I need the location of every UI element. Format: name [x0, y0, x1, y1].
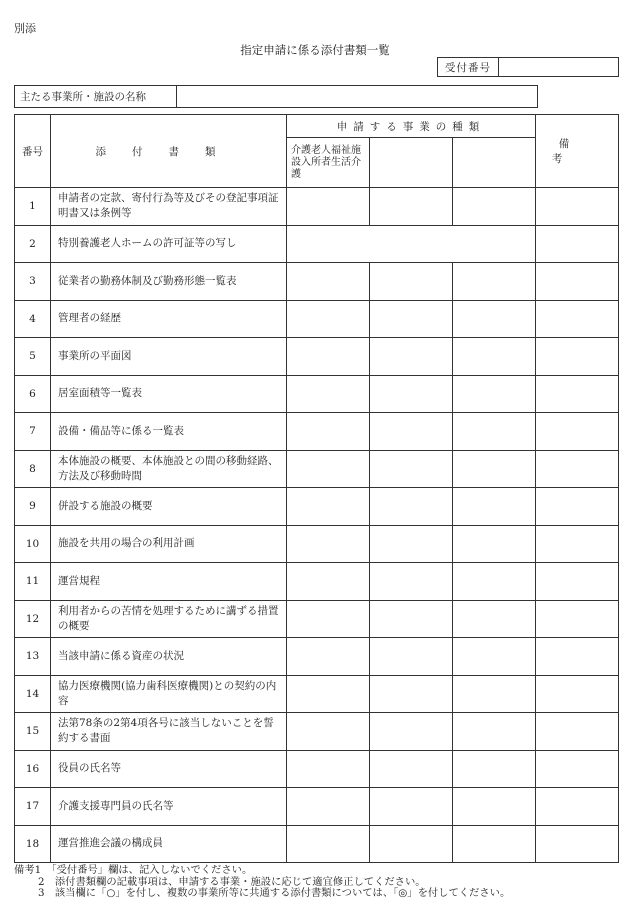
check-cell[interactable] — [370, 825, 453, 863]
row-document-name: 併設する施設の概要 — [51, 488, 287, 526]
annex-label: 別添 — [14, 22, 36, 35]
row-document-name: 特別養護老人ホームの許可証等の写し — [51, 225, 287, 263]
check-cell[interactable] — [370, 188, 453, 226]
table-row — [15, 825, 619, 863]
table-row — [15, 338, 619, 376]
facility-name-field[interactable] — [177, 86, 537, 107]
row-document-name: 申請者の定款、寄付行為等及びその登記事項証明書又は条例等 — [51, 188, 287, 226]
row-number: 12 — [15, 600, 51, 638]
check-cell[interactable] — [453, 750, 536, 788]
row-number: 13 — [15, 638, 51, 676]
row-document-name: 居室面積等一覧表 — [51, 375, 287, 413]
table-row — [15, 638, 619, 676]
row-document-name: 事業所の平面図 — [51, 338, 287, 376]
remarks-cell[interactable] — [536, 713, 619, 751]
check-cell[interactable] — [287, 713, 370, 751]
note-1: 備考1 「受付番号」欄は、記入しないでください。 — [14, 864, 253, 876]
attachments-table — [14, 114, 619, 863]
header-service-type-2 — [370, 138, 453, 188]
check-cell[interactable] — [453, 675, 536, 713]
check-cell[interactable] — [370, 525, 453, 563]
row-number: 8 — [15, 450, 51, 488]
check-cell[interactable] — [370, 488, 453, 526]
remarks-cell[interactable] — [536, 225, 619, 263]
check-cell[interactable] — [287, 788, 370, 826]
remarks-cell[interactable] — [536, 338, 619, 376]
check-cell[interactable] — [453, 488, 536, 526]
row-number: 1 — [15, 188, 51, 226]
row-document-name: 当該申請に係る資産の状況 — [51, 638, 287, 676]
check-cell[interactable] — [287, 825, 370, 863]
row-number: 10 — [15, 525, 51, 563]
remarks-cell[interactable] — [536, 675, 619, 713]
row-number: 16 — [15, 750, 51, 788]
facility-name-label: 主たる事業所・施設の名称 — [15, 86, 177, 107]
table-row — [15, 188, 619, 226]
check-cell[interactable] — [453, 713, 536, 751]
check-cell[interactable] — [287, 375, 370, 413]
row-document-name: 協力医療機関(協力歯科医療機関)との契約の内容 — [51, 675, 287, 713]
check-cell[interactable] — [287, 300, 370, 338]
check-cell[interactable] — [453, 263, 536, 301]
check-cell[interactable] — [453, 375, 536, 413]
table-row — [15, 788, 619, 826]
check-cell[interactable] — [370, 375, 453, 413]
check-cell[interactable] — [370, 600, 453, 638]
remarks-cell[interactable] — [536, 600, 619, 638]
row-document-name: 従業者の勤務体制及び勤務形態一覧表 — [51, 263, 287, 301]
table-row — [15, 600, 619, 638]
row-number: 11 — [15, 563, 51, 601]
row-document-name: 本体施設の概要、本体施設との間の移動経路、方法及び移動時間 — [51, 450, 287, 488]
check-cell[interactable] — [453, 788, 536, 826]
check-cell[interactable] — [370, 750, 453, 788]
check-cell[interactable] — [453, 638, 536, 676]
check-cell[interactable] — [370, 675, 453, 713]
check-cell[interactable] — [287, 263, 370, 301]
check-cell[interactable] — [287, 675, 370, 713]
remarks-cell[interactable] — [536, 563, 619, 601]
row-number: 18 — [15, 825, 51, 863]
check-cell[interactable] — [370, 788, 453, 826]
check-cell[interactable] — [370, 413, 453, 451]
table-row — [15, 375, 619, 413]
row-number: 7 — [15, 413, 51, 451]
remarks-cell[interactable] — [536, 525, 619, 563]
row-number: 17 — [15, 788, 51, 826]
remarks-cell[interactable] — [536, 488, 619, 526]
row-number: 2 — [15, 225, 51, 263]
remarks-cell[interactable] — [536, 263, 619, 301]
check-cell[interactable] — [453, 450, 536, 488]
remarks-cell[interactable] — [536, 788, 619, 826]
check-cell[interactable] — [370, 300, 453, 338]
check-cell[interactable] — [370, 638, 453, 676]
facility-name-box — [14, 85, 538, 108]
check-cell[interactable] — [287, 413, 370, 451]
check-cell[interactable] — [453, 300, 536, 338]
row-document-name: 運営推進会議の構成員 — [51, 825, 287, 863]
note-2: 2 添付書類欄の記載事項は、申請する事業・施設に応じて適宜修正してください。 — [38, 875, 426, 888]
header-remarks: 備考 — [536, 115, 619, 188]
check-cell[interactable] — [453, 338, 536, 376]
document-title: 指定申請に係る添付書類一覧 — [240, 43, 390, 57]
header-service-type-1: 介護老人福祉施設入所者生活介護 — [287, 138, 370, 188]
row-document-name: 施設を共用の場合の利用計画 — [51, 525, 287, 563]
row-number: 9 — [15, 488, 51, 526]
table-row — [15, 263, 619, 301]
remarks-cell[interactable] — [536, 300, 619, 338]
row-number: 14 — [15, 675, 51, 713]
check-cell[interactable] — [287, 600, 370, 638]
table-row — [15, 563, 619, 601]
table-row — [15, 713, 619, 751]
check-cell[interactable] — [287, 638, 370, 676]
header-service-type-3 — [453, 138, 536, 188]
remarks-cell[interactable] — [536, 375, 619, 413]
table-row — [15, 525, 619, 563]
check-cell[interactable] — [370, 338, 453, 376]
row-number: 4 — [15, 300, 51, 338]
check-cell[interactable] — [453, 188, 536, 226]
row-document-name: 役員の氏名等 — [51, 750, 287, 788]
row-document-name: 利用者からの苦情を処理するために講ずる措置の概要 — [51, 600, 287, 638]
note-3: 3 該当欄に「○」を付し、複数の事業所等に共通する添付書類については、「◎」を付してください。 — [38, 887, 511, 899]
row-document-name: 運営規程 — [51, 563, 287, 601]
row-document-name: 管理者の経歴 — [51, 300, 287, 338]
check-cell[interactable] — [287, 563, 370, 601]
table-row — [15, 300, 619, 338]
row-document-name: 設備・備品等に係る一覧表 — [51, 413, 287, 451]
reception-number-box — [437, 57, 619, 77]
check-cell[interactable] — [453, 600, 536, 638]
table-row — [15, 488, 619, 526]
remarks-cell[interactable] — [536, 413, 619, 451]
check-cell[interactable] — [287, 488, 370, 526]
remarks-cell[interactable] — [536, 638, 619, 676]
remarks-notes — [14, 865, 624, 900]
header-documents: 添付書類 — [51, 115, 287, 188]
reception-number-label: 受付番号 — [438, 58, 499, 76]
table-row — [15, 450, 619, 488]
check-cell[interactable] — [287, 750, 370, 788]
check-cell[interactable] — [370, 713, 453, 751]
row-document-name: 介護支援専門員の氏名等 — [51, 788, 287, 826]
remarks-cell[interactable] — [536, 188, 619, 226]
row-number: 5 — [15, 338, 51, 376]
check-cell[interactable] — [370, 563, 453, 601]
table-row — [15, 750, 619, 788]
check-cell[interactable] — [453, 413, 536, 451]
check-cell[interactable] — [287, 450, 370, 488]
check-cell-merged[interactable] — [287, 225, 536, 263]
reception-number-field[interactable] — [499, 58, 618, 76]
check-cell[interactable] — [370, 263, 453, 301]
remarks-cell[interactable] — [536, 450, 619, 488]
check-cell[interactable] — [287, 338, 370, 376]
row-number: 3 — [15, 263, 51, 301]
table-row — [15, 413, 619, 451]
check-cell[interactable] — [453, 563, 536, 601]
row-document-name: 法第78条の2第4項各号に該当しないことを誓約する書面 — [51, 713, 287, 751]
check-cell[interactable] — [287, 525, 370, 563]
check-cell[interactable] — [287, 188, 370, 226]
row-number: 15 — [15, 713, 51, 751]
header-number: 番号 — [15, 115, 51, 188]
remarks-cell[interactable] — [536, 825, 619, 863]
row-number: 6 — [15, 375, 51, 413]
table-row — [15, 675, 619, 713]
remarks-cell[interactable] — [536, 750, 619, 788]
header-application-types: 申請する事業の種類 — [287, 115, 536, 138]
check-cell[interactable] — [453, 825, 536, 863]
table-row — [15, 225, 619, 263]
check-cell[interactable] — [453, 525, 536, 563]
check-cell[interactable] — [370, 450, 453, 488]
